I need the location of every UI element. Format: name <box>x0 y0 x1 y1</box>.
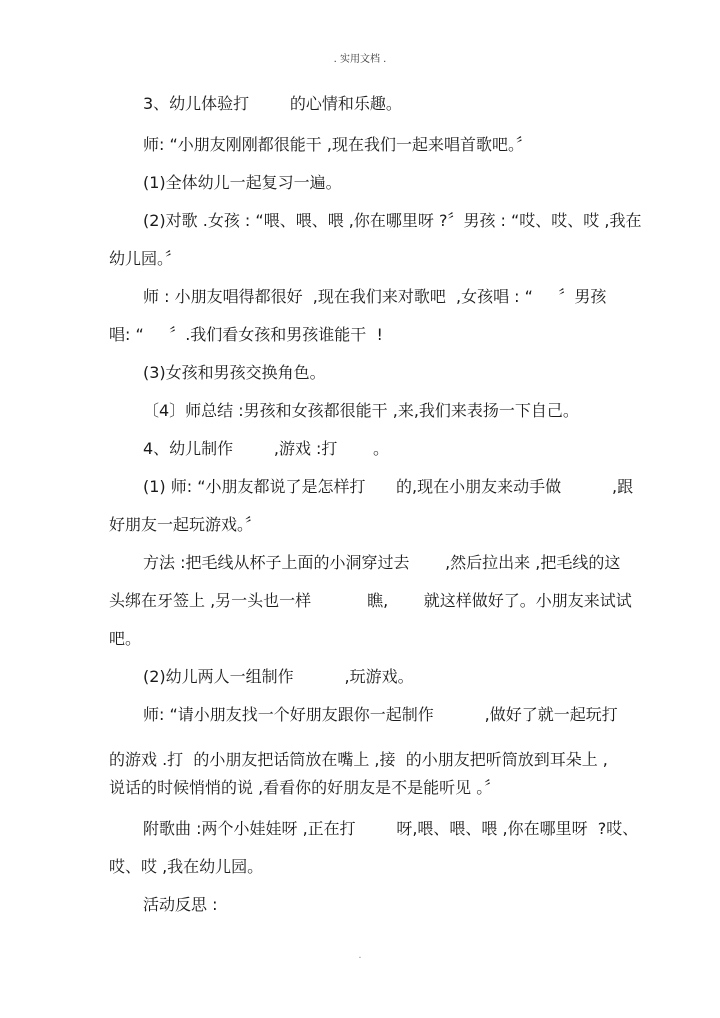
text-line: 3、幼儿体验打 的心情和乐趣。 <box>143 94 402 113</box>
text-line: (2)幼儿两人一组制作 ,玩游戏。 <box>143 667 414 686</box>
text-line: (1)全体幼儿一起复习一遍。 <box>143 173 342 192</box>
text-line: 头绑在牙签上 ,另一头也一样 瞧, 就这样做好了。小朋友来试试 <box>109 591 632 610</box>
text-line: 师: “小朋友刚刚都很能干 ,现在我们一起来唱首歌吧。〞 <box>143 135 532 154</box>
page-footer-mark: . <box>358 950 362 961</box>
text-line: 附歌曲 :两个小娃娃呀 ,正在打 呀,喂、喂、喂 ,你在哪里呀 ?哎、 <box>143 819 639 838</box>
text-line: 吧。 <box>109 629 142 648</box>
text-line: 好朋友一起玩游戏。〞 <box>109 515 262 534</box>
text-line: 〔4〕师总结 :男孩和女孩都很能干 ,来,我们来表扬一下自己。 <box>143 401 579 420</box>
page-header: . 实用文档 . <box>333 54 387 65</box>
text-line: (1) 师: “小朋友都说了是怎样打 的,现在小朋友来动手做 ,跟 <box>143 477 634 496</box>
text-line: (2)对歌 .女孩 : “喂、喂、喂 ,你在哪里呀 ?〞男孩 : “哎、哎、哎 ,我在 <box>143 211 642 230</box>
text-line: (3)女孩和男孩交换角色。 <box>143 363 326 382</box>
text-line: 说话的时候悄悄的说 ,看看你的好朋友是不是能听见 。〞 <box>109 778 501 797</box>
text-line: 师: “请小朋友找一个好朋友跟你一起制作 ,做好了就一起玩打 <box>143 705 618 724</box>
text-line: 唱: “ 〞.我们看女孩和男孩谁能干 ! <box>109 325 383 344</box>
text-line: 活动反思 : <box>143 895 218 914</box>
text-line: 幼儿园。〞 <box>109 249 182 268</box>
text-line: 方法 :把毛线从杯子上面的小洞穿过去 ,然后拉出来 ,把毛线的这 <box>143 553 621 572</box>
text-line: 师 : 小朋友唱得都很好 ,现在我们来对歌吧 ,女孩唱 : “ 〞男孩 <box>143 287 607 306</box>
text-line: 的游戏 .打 的小朋友把话筒放在嘴上 ,接 的小朋友把听筒放到耳朵上 , <box>109 750 608 769</box>
text-line: 哎、哎 ,我在幼儿园。 <box>109 857 264 876</box>
text-line: 4、幼儿制作 ,游戏 :打 。 <box>143 439 390 458</box>
